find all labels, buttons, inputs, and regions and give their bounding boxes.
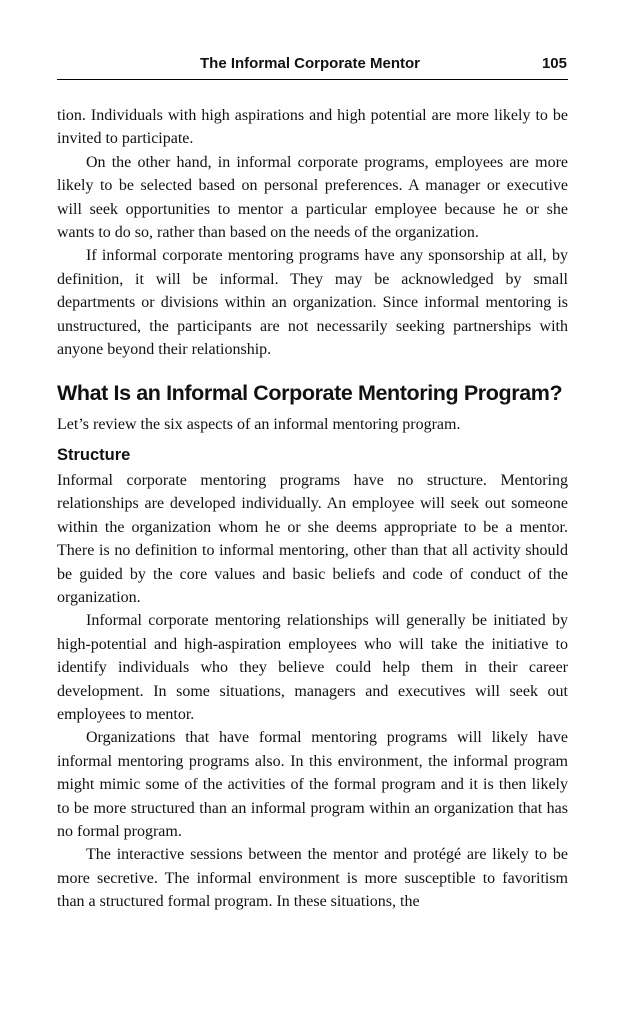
paragraph: Organizations that have formal mentoring programs will likely have informal mentoring programs also. In this environment, the informal program might mimic some of the activities of the formal program and it is then likely to be more structured than an informal program within an organization that has no formal program. bbox=[57, 729, 568, 840]
running-head bbox=[57, 53, 568, 80]
section-heading: What Is an Informal Corporate Mentoring Program? bbox=[57, 381, 563, 406]
paragraph: Informal corporate mentoring relationships will generally be initiated by high-potential and high-aspiration employees who will take the initiative to identify individuals who they believe could help them in their career development. In some situations, managers and executives will seek out employees to mentor. bbox=[57, 612, 568, 723]
page-number: 105 bbox=[541, 55, 567, 72]
paragraph: Informal corporate mentoring programs have no structure. Mentoring relationships are developed individually. An employee will seek out someone within the organization whom he or she deems appropriate to be a mentor. There is no definition to informal mentoring, other than that all activity should be guided by the core values and basic beliefs and code of conduct of the organization. bbox=[57, 471, 568, 606]
section-intro: Let’s review the six aspects of an informal mentoring program. bbox=[57, 416, 461, 434]
body-text bbox=[57, 104, 568, 914]
paragraph-continued: tion. Individuals with high aspirations and high potential are more likely to be invited to participate. bbox=[57, 107, 568, 148]
paragraph: If informal corporate mentoring programs have any sponsorship at all, by definition, it will be informal. They may be acknowledged by small departments or divisions within an organization. Since informal mentoring is unstructured, the participants are not necessarily seeking partnerships with anyone beyond their relationship. bbox=[57, 247, 568, 359]
running-head-title: The Informal Corporate Mentor bbox=[200, 55, 421, 72]
book-page bbox=[57, 0, 568, 1024]
paragraph: The interactive sessions between the mentor and protégé are likely to be more secretive. The informal environment is more susceptible to favoritism than a structured formal program. In these situations, the bbox=[57, 846, 568, 911]
subsection-heading: Structure bbox=[57, 445, 131, 464]
paragraph: On the other hand, in informal corporate programs, employees are more likely to be selected based on personal preferences. A manager or executive will seek opportunities to mentor a particular employee because he or she wants to do so, rather than based on the needs of the organization. bbox=[57, 153, 568, 242]
